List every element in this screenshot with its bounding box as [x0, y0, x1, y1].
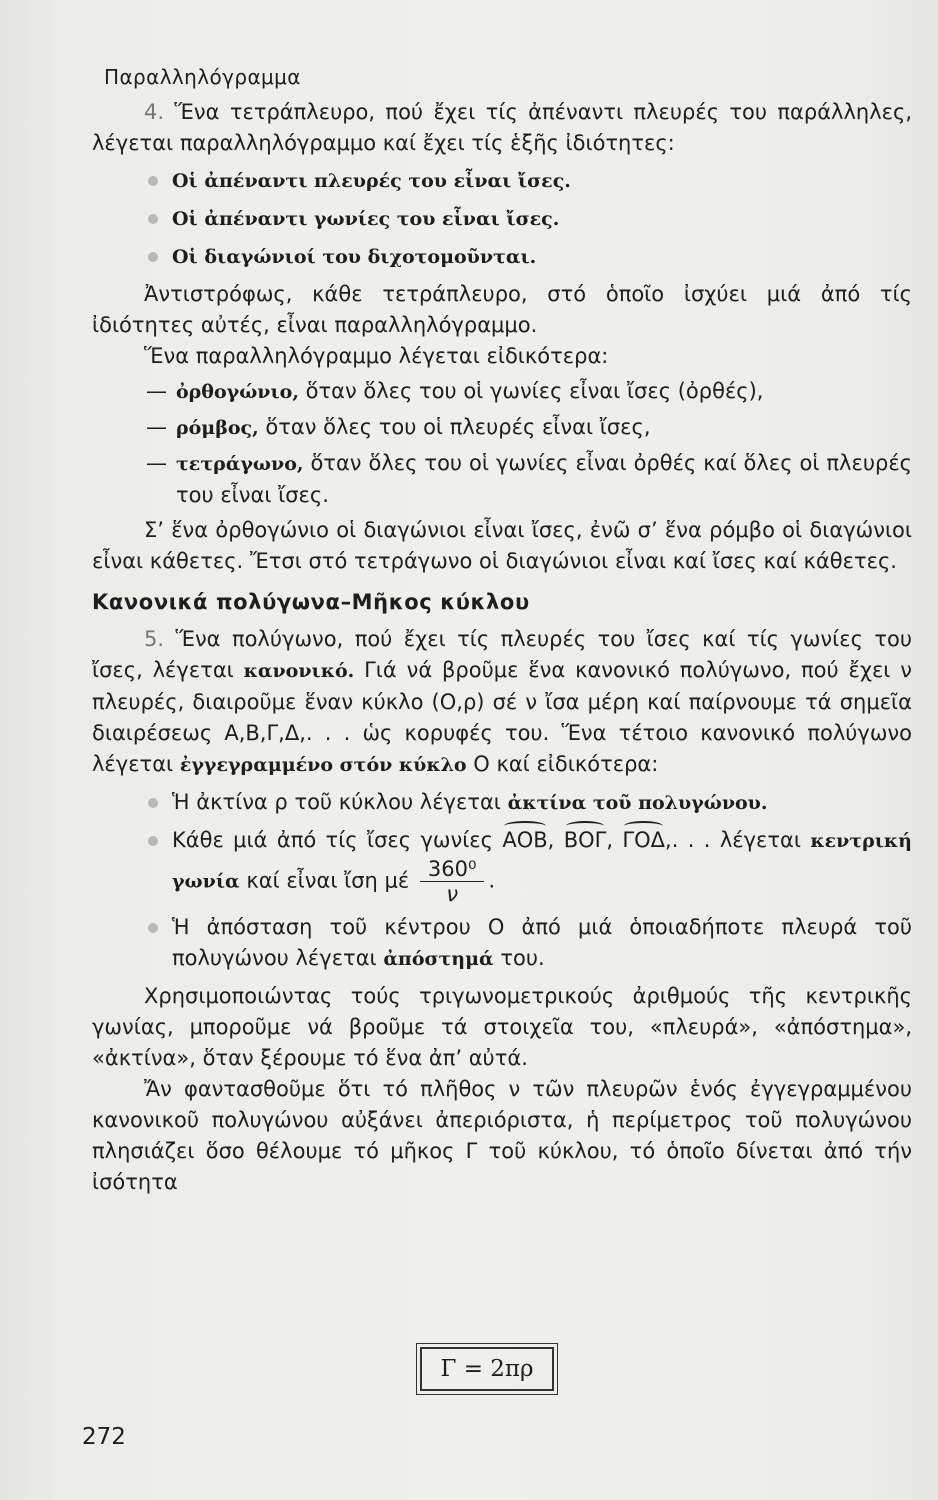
bullet-icon [148, 923, 158, 933]
diagonals-paragraph: Σ’ ἕνα ὀρθογώνιο οἱ διαγώνιοι εἶναι ἴσες, ἐνῶ σ’ ἕνα ρόμβο οἱ διαγώνιοι εἶναι κάθετες. Ἔτσι στό τετράγωνο οἱ διαγώνιοι εἶναι καί ἴσες καί κάθετες. [92, 518, 912, 573]
bullet-icon [148, 176, 158, 186]
angle-aob: ΑΟΒ [502, 825, 547, 856]
item-number: 4. [144, 100, 165, 124]
converse-paragraph: Ἀντιστρόφως, κάθε τετράπλευρο, στό ὁποῖο ἰσχύει μιά ἀπό τίς ἰδιότητες αὐτές, εἶναι παραλληλόγραμμο. [92, 282, 912, 337]
regular-polygon-paragraph: 5. Ἕνα πολύγωνο, πού ἔχει τίς πλευρές του ἴσες καί τίς γωνίες του ἴσες, λέγεται κανονικό. Γιά νά βροῦμε ἕνα κανονικό πολύγωνο, πού ἔχει ν πλευρές, διαιροῦμε ἕναν κύκλο (Ο,ρ) σέ ν ἴσα μέρη καί παίρνουμε τά σημεῖα διαιρέσεως Α,Β,Γ,Δ,. . . ὡς κορυφές του. Ἕνα τέτοιο κανονικό πολύγωνο λέγεται ἐγγεγραμμένο στόν κύκλο Ο καί εἰδικότερα: [92, 627, 912, 776]
special-case-item: — τετράγωνο, ὅταν ὅλες του οἱ γωνίες εἶναι ὀρθές καί ὅλες οἱ πλευρές του εἶναι ἴσες. [146, 451, 912, 507]
special-intro: Ἕνα παραλληλόγραμμο λέγεται εἰδικότερα: [144, 344, 609, 368]
definition-item: Ἡ ἀπόσταση τοῦ κέντρου Ο ἀπό μιά ὁποιαδήποτε πλευρά τοῦ πολυγώνου λέγεται ἀπόστημά του. [92, 912, 912, 975]
item-number: 5. [144, 627, 165, 651]
angle-bog: ΒΟΓ [564, 825, 607, 856]
property-item: Οἱ διαγώνιοί του διχοτομοῦνται. [92, 241, 912, 273]
circumference-formula: Γ = 2πρ [420, 1347, 554, 1391]
property-item: Οἱ ἀπέναντι πλευρές του εἶναι ἴσες. [92, 165, 912, 197]
section-heading-parallelogram: Παραλληλόγραμμα [104, 65, 301, 89]
property-item: Οἱ ἀπέναντι γωνίες του εἶναι ἴσες. [92, 203, 912, 235]
bullet-icon [148, 214, 158, 224]
definition-item: Ἡ ἀκτίνα ρ τοῦ κύκλου λέγεται ἀκτίνα τοῦ πολυγώνου. [92, 787, 912, 819]
angle-god: ΓΟΔ [622, 825, 665, 856]
bullet-icon [148, 836, 158, 846]
page-number: 272 [82, 1424, 126, 1450]
trig-paragraph: Χρησιμοποιώντας τούς τριγωνομετρικούς ἀριθμούς τῆς κεντρικῆς γωνίας, μποροῦμε νά βροῦμε τά στοιχεῖα του, «πλευρά», «ἀπόστημα», «ἀκτίνα», ὅταν ξέρουμε τό ἕνα ἀπ’ αὐτά. [92, 984, 912, 1070]
bullet-icon [148, 798, 158, 808]
bullet-icon [148, 252, 158, 262]
special-case-item: — ὀρθογώνιο, ὅταν ὅλες του οἱ γωνίες εἶναι ἴσες (ὀρθές), [146, 379, 764, 403]
intro-paragraph: 4. Ἕνα τετράπλευρο, πού ἔχει τίς ἀπέναντι πλευρές του παράλληλες, λέγεται παραλληλόγραμμο καί ἔχει τίς ἑξῆς ἰδιότητες: [92, 100, 912, 155]
circumference-paragraph: Ἄν φαντασθοῦμε ὅτι τό πλῆθος ν τῶν πλευρῶν ἑνός ἐγγεγραμμένου κανονικοῦ πολυγώνου αὐξάνει ἀπεριόριστα, ἡ περίμετρος τοῦ πολυγώνου πλησιάζει ὅσο θέλουμε τό μῆκος Γ τοῦ κύκλου, τό ὁποῖο δίνεται ἀπό τήν ἰσότητα [92, 1077, 912, 1194]
definition-item: Κάθε μιά ἀπό τίς ἴσες γωνίες ΑΟΒ, ΒΟΓ, ΓΟΔ,. . . λέγεται κεντρική γωνία καί εἶναι ἴση μέ $\frac{\text{360⁰}}{\nu}$ . [92, 825, 912, 906]
page-content [92, 62, 912, 1198]
central-angle-fraction: $\frac{\text{360⁰}}{\nu}$ [420, 857, 485, 906]
special-case-item: — ρόμβος, ὅταν ὅλες του οἱ πλευρές εἶναι ἴσες, [146, 415, 651, 439]
section-heading-regular-polygons: Κανονικά πολύγωνα–Μῆκος κύκλου [92, 590, 530, 614]
